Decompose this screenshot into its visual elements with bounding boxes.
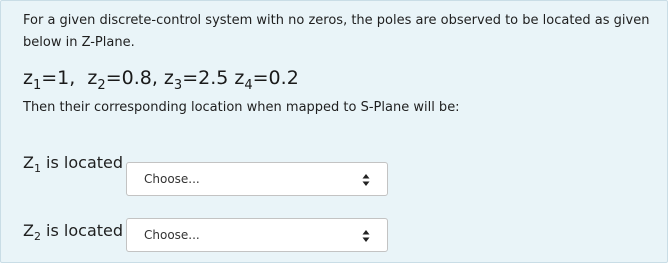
up-down-arrow-icon bbox=[362, 173, 370, 187]
up-down-arrow-icon bbox=[362, 229, 370, 243]
pole-z2-var: z bbox=[87, 67, 98, 89]
z2-location-select[interactable] bbox=[126, 218, 388, 252]
pole-z4-subscript: 4 bbox=[244, 77, 253, 93]
answer-label-z1-text: is located bbox=[40, 153, 124, 172]
pole-z3-var: z bbox=[163, 67, 174, 89]
pole-z4 bbox=[234, 67, 299, 93]
z1-location-select[interactable] bbox=[126, 162, 388, 196]
pole-z2-value: =0.8, bbox=[105, 67, 158, 89]
pole-z1-var: z bbox=[23, 67, 33, 89]
answer-label-z2-text: is located bbox=[40, 221, 124, 240]
question-text bbox=[23, 10, 663, 54]
pole-z2 bbox=[87, 67, 158, 93]
pole-z3-value: =2.5 bbox=[182, 67, 229, 89]
question-text-line-1: For a given discrete-control system with no zeros, the poles are observed to be located as given bbox=[23, 13, 650, 28]
pole-values bbox=[23, 66, 299, 98]
pole-z4-value: =0.2 bbox=[252, 67, 299, 89]
pole-z3 bbox=[163, 67, 229, 93]
pole-z3-subscript: 3 bbox=[173, 77, 183, 93]
pole-z1-subscript: 1 bbox=[32, 77, 42, 93]
pole-z2-subscript: 2 bbox=[97, 77, 106, 93]
question-text-line-2: below in Z-Plane. bbox=[23, 35, 135, 50]
answer-label-z1-var: Z bbox=[23, 153, 34, 172]
pole-z1-value: =1, bbox=[41, 67, 76, 89]
answer-label-z2-subscript: 2 bbox=[33, 230, 41, 244]
answer-label-z1 bbox=[23, 153, 123, 179]
pole-z4-var: z bbox=[234, 67, 245, 89]
z2-select-value: Choose... bbox=[144, 228, 200, 242]
z1-select-value: Choose... bbox=[144, 172, 200, 186]
answer-label-z2 bbox=[23, 221, 123, 247]
mapping-prompt: Then their corresponding location when mapped to S-Plane will be: bbox=[23, 100, 460, 115]
answer-label-z1-subscript: 1 bbox=[33, 162, 41, 176]
pole-z1 bbox=[23, 67, 76, 93]
answer-label-z2-var: Z bbox=[23, 221, 34, 240]
